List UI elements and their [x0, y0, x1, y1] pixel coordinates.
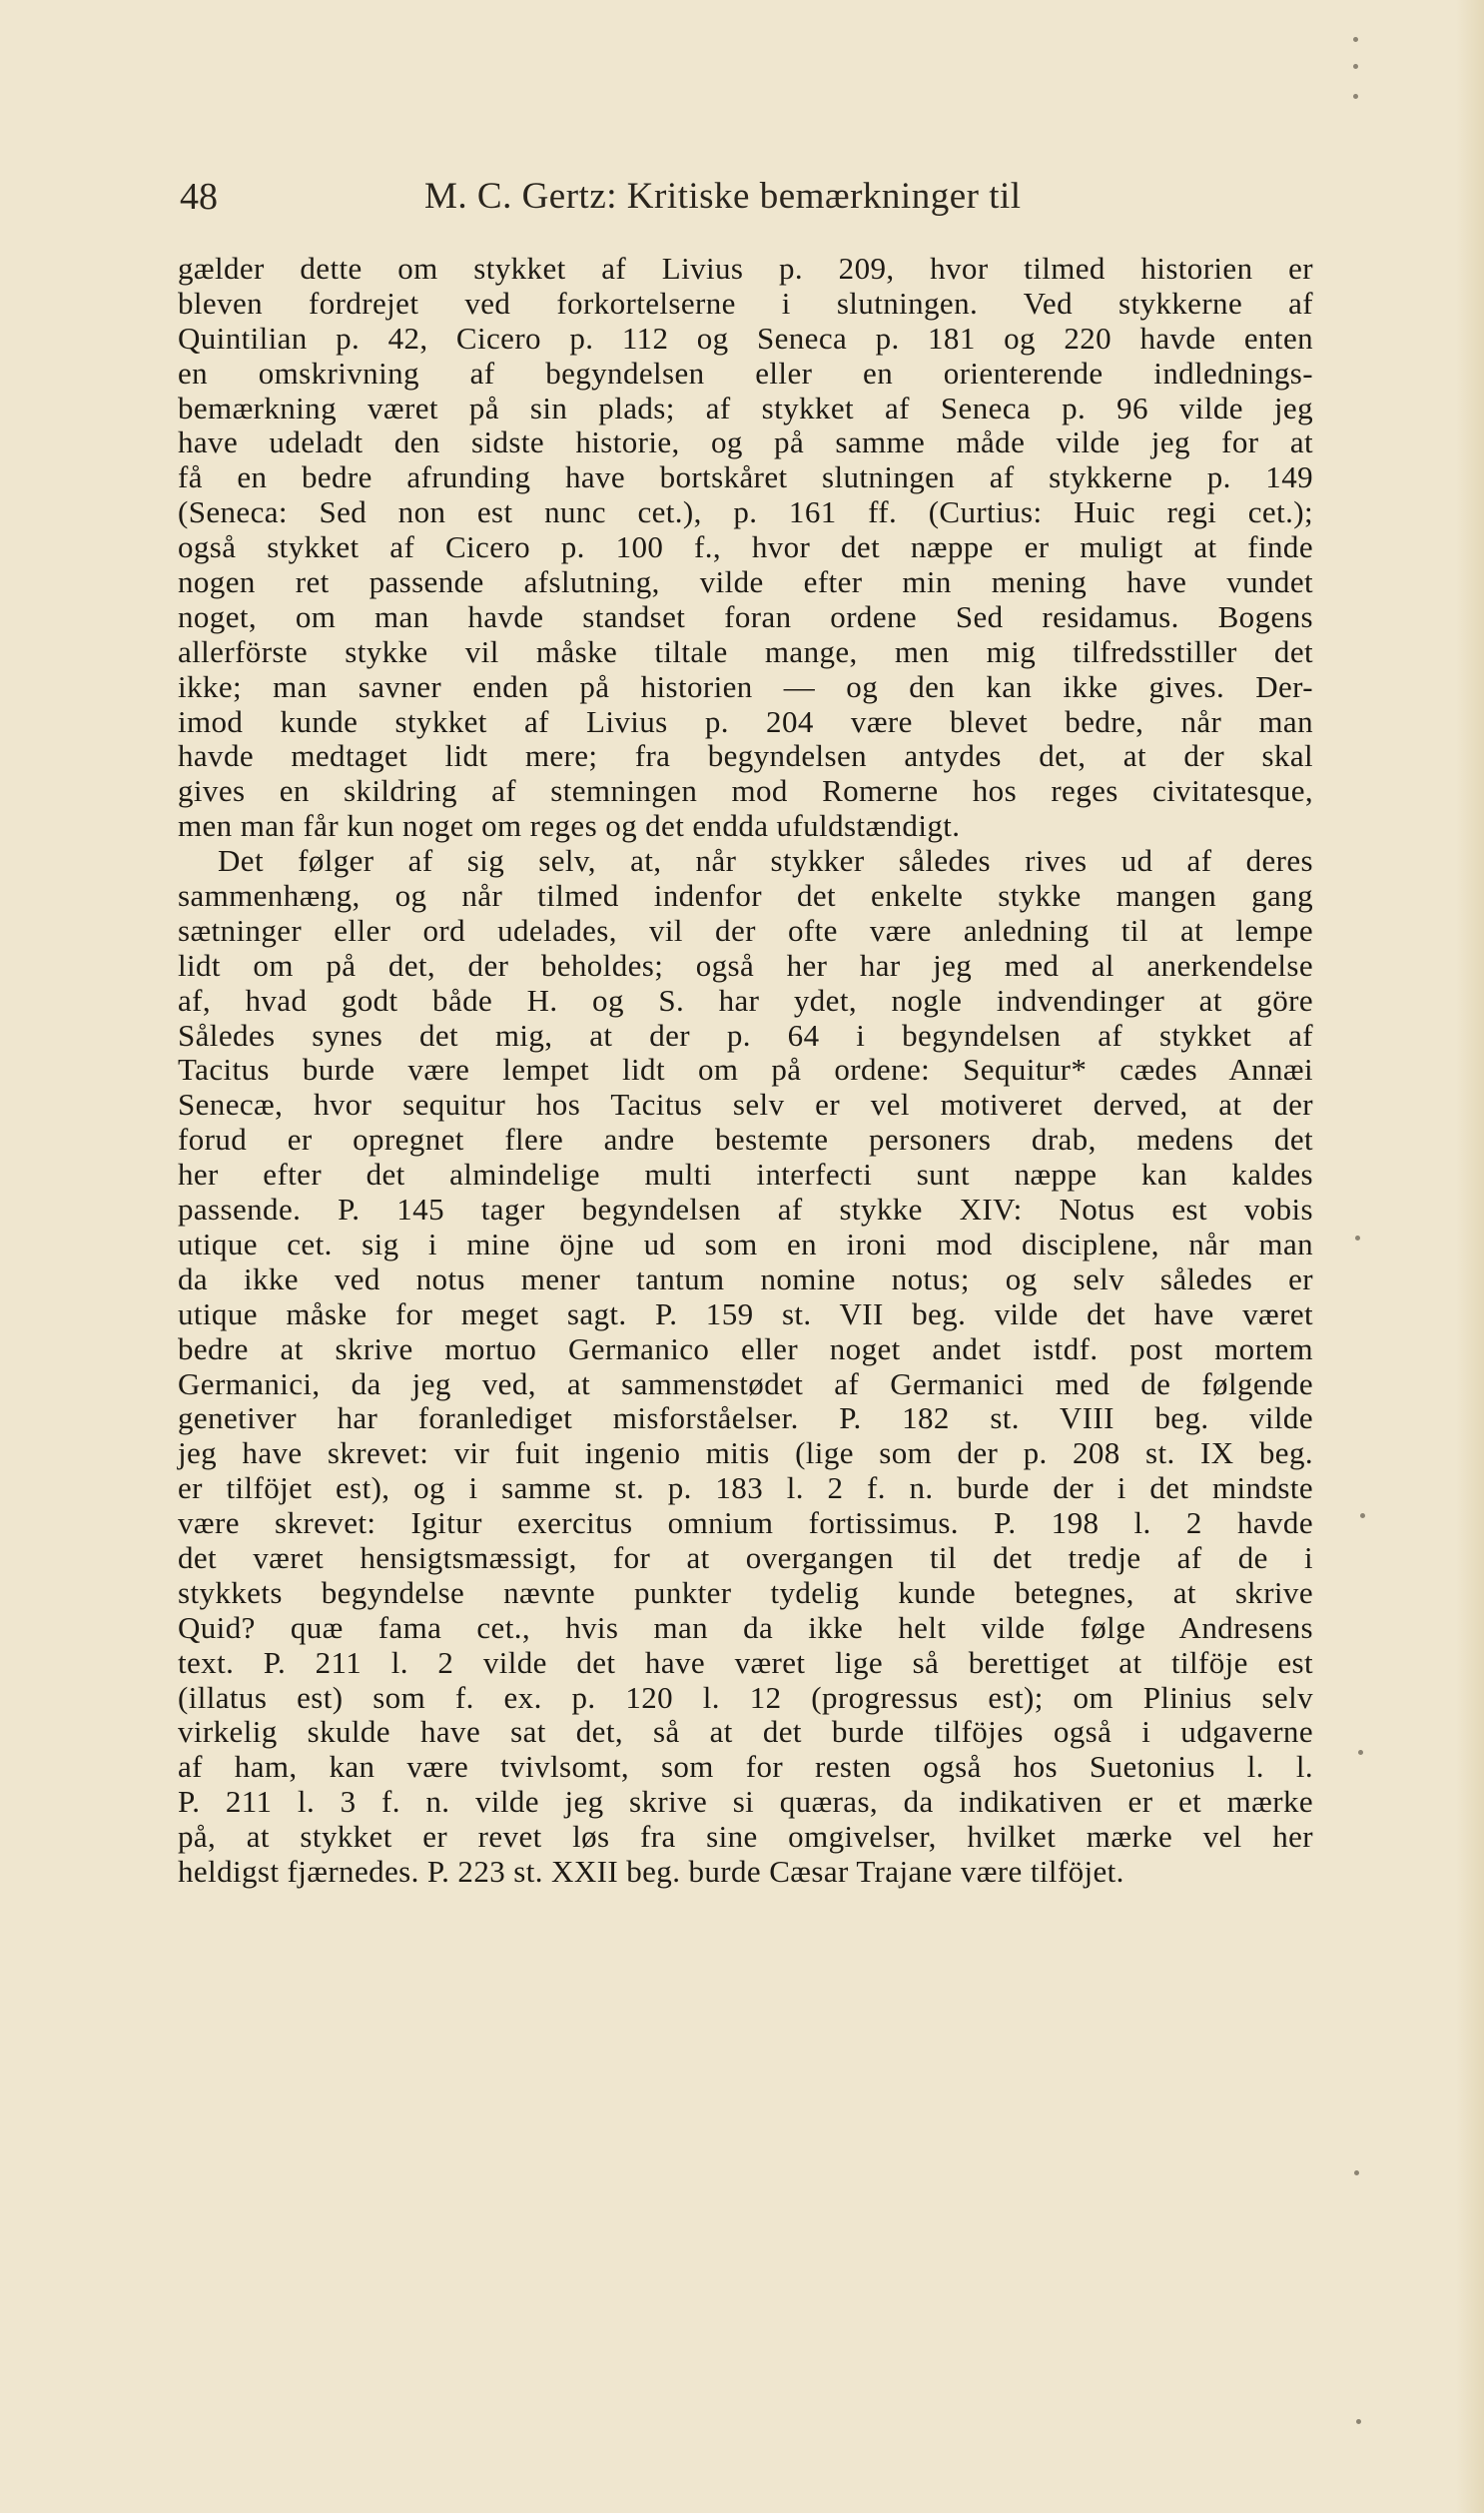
text-line: gives en skildring af stemningen mod Romerne hos reges civitatesque, [178, 773, 1313, 809]
text-line: en omskrivning af begyndelsen eller en orienterende indlednings- [178, 355, 1313, 391]
text-line: (illatus est) som f. ex. p. 120 l. 12 (progressus est); om Plinius selv [178, 1679, 1313, 1715]
text-line: Senecæ, hvor sequitur hos Tacitus selv er vel motiveret derved, at der [178, 1087, 1313, 1123]
text-line: af, hvad godt både H. og S. har ydet, nogle indvendinger at göre [178, 982, 1313, 1018]
text-line: også stykket af Cicero p. 100 f., hvor det næppe er muligt at finde [178, 529, 1313, 565]
text-line: nogen ret passende afslutning, vilde efter min mening have vundet [178, 564, 1313, 600]
text-line: sammenhæng, og når tilmed indenfor det enkelte stykke mangen gang [178, 878, 1313, 914]
text-line: Tacitus burde være lempet lidt om på ordene: Sequitur* cædes Annæi [178, 1052, 1313, 1088]
text-line: få en bedre afrunding have bortskåret slutningen af stykkerne p. 149 [178, 459, 1313, 495]
print-speck [1353, 64, 1358, 69]
text-line: Quintilian p. 42, Cicero p. 112 og Seneca p. 181 og 220 havde enten [178, 320, 1313, 356]
text-line: allerförste stykke vil måske tiltale mange, men mig tilfredsstiller det [178, 633, 1313, 669]
text-line: noget, om man havde standset foran ordene Sed residamus. Bogens [178, 598, 1313, 634]
text-line: lidt om på det, der beholdes; også her har jeg med al anerkendelse [178, 947, 1313, 983]
text-line: sætninger eller ord udelades, vil der ofte være anledning til at lempe [178, 912, 1313, 948]
paragraph-start-line: Det følger af sig selv, at, når stykker således rives ud af deres [218, 843, 1313, 879]
text-line: utique måske for meget sagt. P. 159 st. VII beg. vilde det have været [178, 1295, 1313, 1331]
text-line: men man får kun noget om reges og det endda ufuldstændigt. [178, 808, 961, 844]
text-line: jeg have skrevet: vir fuit ingenio mitis (lige som der p. 208 st. IX beg. [178, 1435, 1313, 1471]
print-speck [1355, 1236, 1360, 1241]
text-line: virkelig skulde have sat det, så at det burde tilföjes også i udgaverne [178, 1714, 1313, 1750]
text-line: have udeladt den sidste historie, og på samme måde vilde jeg for at [178, 424, 1313, 460]
text-line: er tilföjet est), og i samme st. p. 183 l. 2 f. n. burde der i det mindste [178, 1470, 1313, 1506]
text-line: forud er opregnet flere andre bestemte personers drab, medens det [178, 1122, 1313, 1158]
text-line: gælder dette om stykket af Livius p. 209, hvor tilmed historien er [178, 251, 1313, 286]
text-line: imod kunde stykket af Livius p. 204 være blevet bedre, når man [178, 703, 1313, 739]
text-line: genetiver har foranlediget misforståelser. P. 182 st. VIII beg. vilde [178, 1400, 1313, 1436]
print-speck [1354, 2170, 1359, 2175]
text-line: af ham, kan være tvivlsomt, som for resten også hos Suetonius l. l. [178, 1749, 1313, 1785]
text-line: P. 211 l. 3 f. n. vilde jeg skrive si quæras, da indikativen er et mærke [178, 1784, 1313, 1820]
text-line: utique cet. sig i mine öjne ud som en ironi mod disciplene, når man [178, 1226, 1313, 1261]
print-speck [1358, 1750, 1363, 1755]
text-line: text. P. 211 l. 2 vilde det have været lige så berettiget at tilföje est [178, 1644, 1313, 1680]
text-line: Således synes det mig, at der p. 64 i begyndelsen af stykket af [178, 1017, 1313, 1053]
text-line: Germanici, da jeg ved, at sammenstødet af Germanici med de følgende [178, 1365, 1313, 1401]
text-line: (Seneca: Sed non est nunc cet.), p. 161 ff. (Curtius: Huic regi cet.); [178, 494, 1313, 530]
text-line: passende. P. 145 tager begyndelsen af stykke XIV: Notus est vobis [178, 1192, 1313, 1228]
text-line: bedre at skrive mortuo Germanico eller noget andet istdf. post mortem [178, 1330, 1313, 1366]
text-line: på, at stykket er revet løs fra sine omgivelser, hvilket mærke vel her [178, 1819, 1313, 1855]
running-title: M. C. Gertz: Kritiske bemærkninger til [424, 176, 1022, 217]
text-line: havde medtaget lidt mere; fra begyndelsen antydes det, at der skal [178, 738, 1313, 774]
print-speck [1353, 37, 1358, 42]
text-line: det været hensigtsmæssigt, for at overgangen til det tredje af de i [178, 1539, 1313, 1575]
print-speck [1360, 1513, 1365, 1518]
text-line: stykkets begyndelse nævnte punkter tydelig kunde betegnes, at skrive [178, 1574, 1313, 1610]
text-line: heldigst fjærnedes. P. 223 st. XXII beg. burde Cæsar Trajane være tilföjet. [178, 1853, 1124, 1889]
page-edge-shadow [1456, 0, 1484, 2513]
page-number: 48 [180, 176, 218, 218]
text-line: bleven fordrejet ved forkortelserne i slutningen. Ved stykkerne af [178, 285, 1313, 321]
text-line: Quid? quæ fama cet., hvis man da ikke helt vilde følge Andresens [178, 1609, 1313, 1645]
text-line: være skrevet: Igitur exercitus omnium fortissimus. P. 198 l. 2 havde [178, 1505, 1313, 1541]
print-speck [1356, 2419, 1361, 2424]
print-speck [1353, 94, 1358, 99]
page-header [180, 172, 1313, 222]
text-body [178, 252, 1313, 1890]
text-line: bemærkning været på sin plads; af stykket af Seneca p. 96 vilde jeg [178, 390, 1313, 425]
text-line: da ikke ved notus mener tantum nomine notus; og selv således er [178, 1260, 1313, 1296]
text-line: her efter det almindelige multi interfecti sunt næppe kan kaldes [178, 1157, 1313, 1193]
text-line: ikke; man savner enden på historien — og den kan ikke gives. Der- [178, 668, 1313, 704]
